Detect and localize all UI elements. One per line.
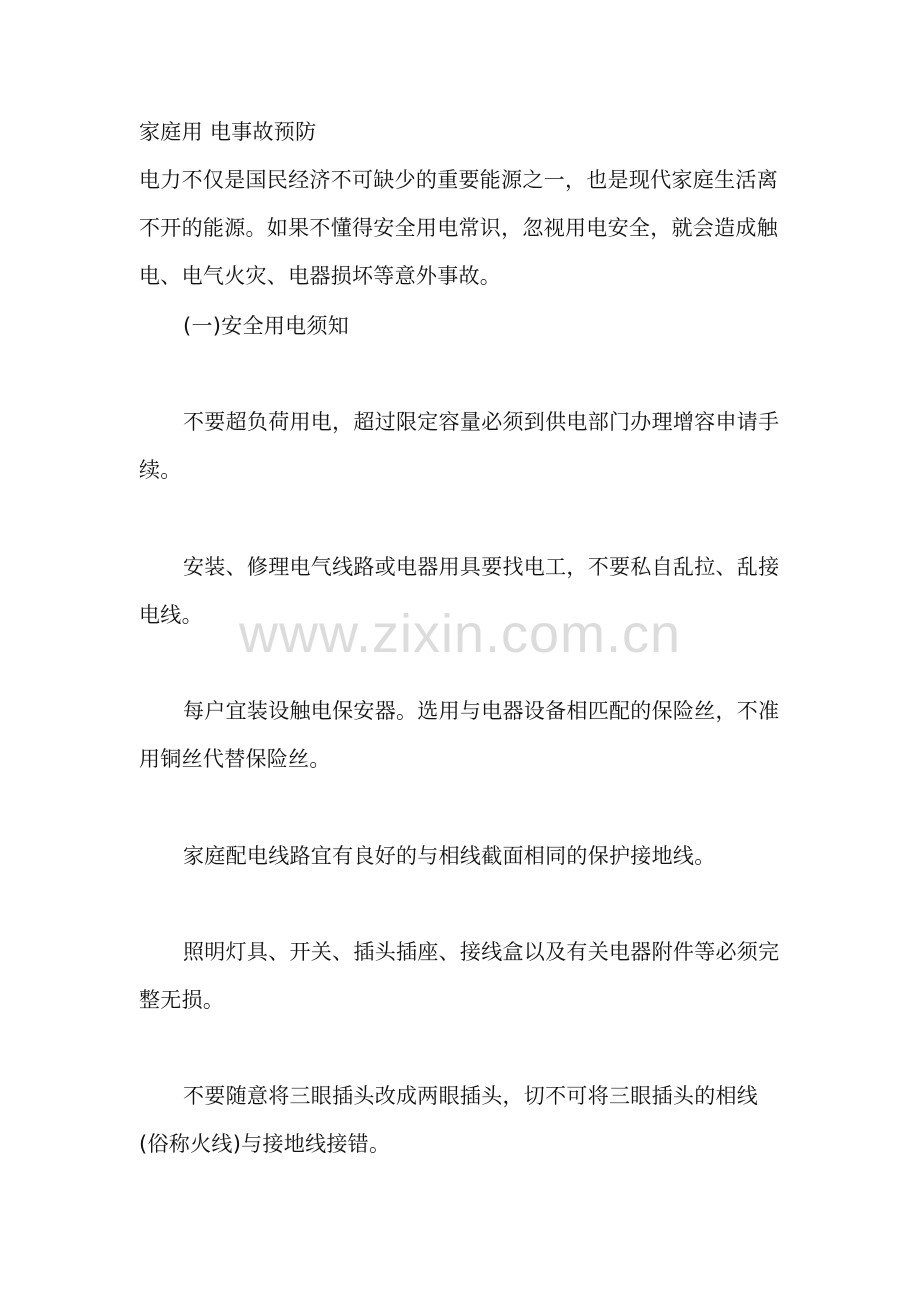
item-1-line-1: 不要超负荷用电，超过限定容量必须到供电部门办理增容申请手 [183,410,780,434]
item-2-line-2: 电线。 [139,603,203,627]
intro-line-2: 不开的能源。如果不懂得安全用电常识，忽视用电安全，就会造成触 [139,216,778,240]
item-3-line-2: 用铜丝代替保险丝。 [139,747,331,771]
item-6-line-1: 不要随意将三眼插头改成两眼插头，切不可将三眼插头的相线 [183,1084,759,1108]
item-3-line-1: 每户宜装设触电保安器。选用与电器设备相匹配的保险丝，不准 [183,699,780,723]
item-5-line-1: 照明灯具、开关、插头插座、接线盒以及有关电器附件等必须完 [183,940,780,964]
item-2-line-1: 安装、修理电气线路或电器用具要找电工，不要私自乱拉、乱接 [183,555,780,579]
item-5-line-2: 整无损。 [139,988,225,1012]
item-1-line-2: 续。 [139,458,182,482]
intro-line-1: 电力不仅是国民经济不可缺少的重要能源之一，也是现代家庭生活离 [139,168,778,192]
section-heading: (一)安全用电须知 [183,314,350,338]
document-title: 家庭用 电事故预防 [139,120,317,144]
item-6-line-2: (俗称火线)与接地线接错。 [139,1132,391,1156]
intro-line-3: 电、电气火灾、电器损坏等意外事故。 [139,264,502,288]
item-4-line-1: 家庭配电线路宜有良好的与相线截面相同的保护接地线。 [183,844,716,868]
watermark-text: www.zixin.com.cn [238,604,682,664]
